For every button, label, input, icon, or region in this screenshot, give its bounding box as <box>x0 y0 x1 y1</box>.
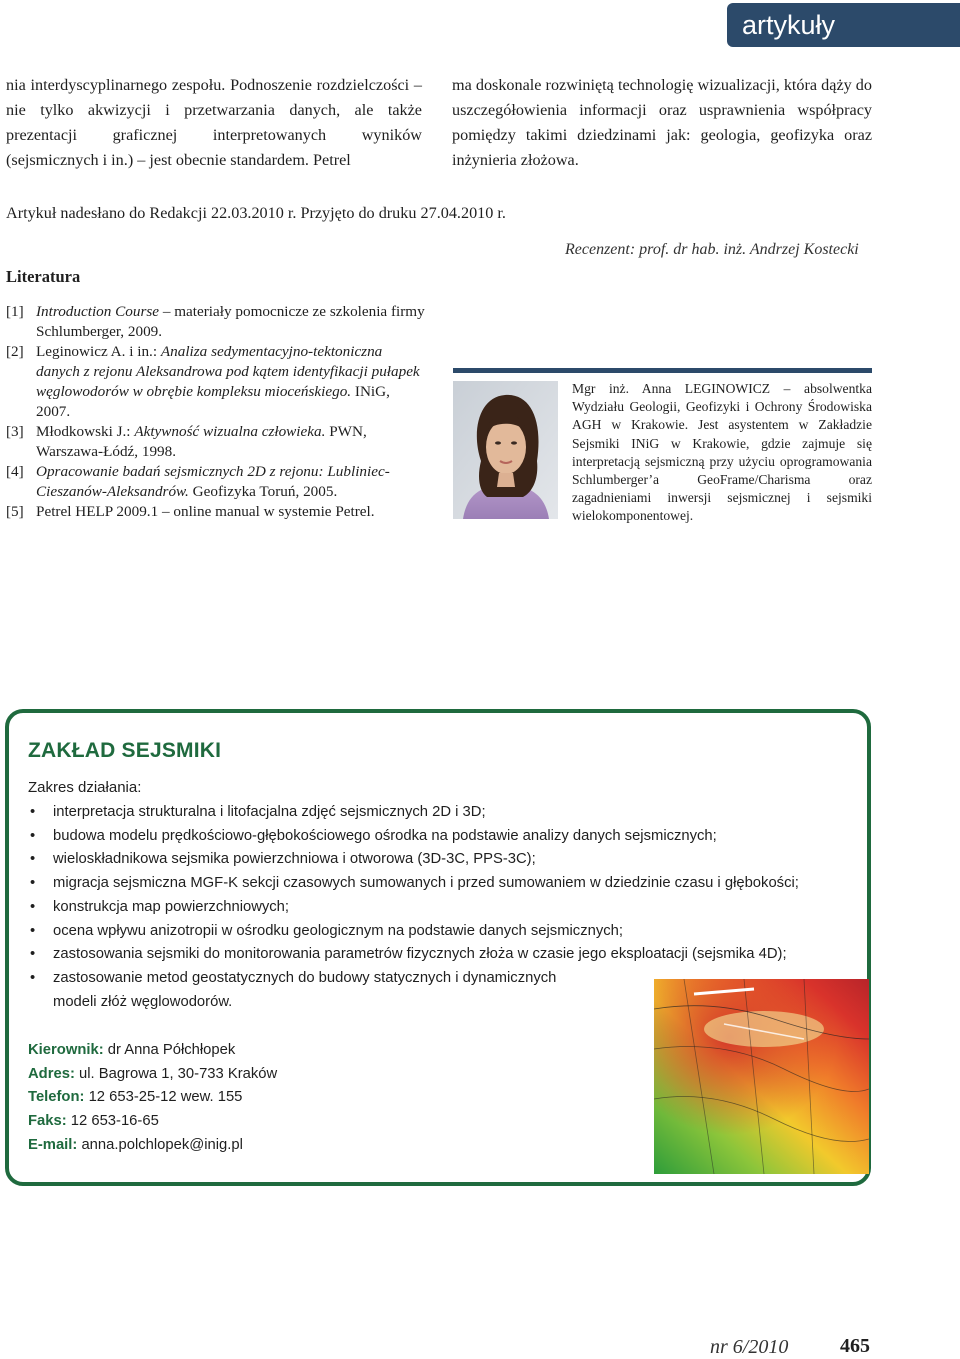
body-text-left: nia interdyscyplinarnego zespołu. Podnoszenie rozdzielczości – nie tylko akwizycji i przetwarzania danych, ale także prezentacji graficznej interpretowanych wyników (sejsmicznych i in.) – jest obecnie standardem. Petrel <box>6 76 422 169</box>
list-item: • zastosowania sejsmiki do monitorowania parametrów fizycznych złoża w czasie jego eksploatacji (sejsmika 4D); <box>28 943 868 967</box>
email-link: anna.polchlopek@inig.pl <box>77 1136 243 1153</box>
contact-row: Adres: ul. Bagrowa 1, 30-733 Kraków <box>28 1065 278 1082</box>
reference-number: [3] <box>6 423 24 440</box>
reference-item <box>6 342 426 422</box>
contact-block <box>28 1039 277 1158</box>
contact-row: Kierownik: dr Anna Półchłopek <box>28 1042 236 1058</box>
list-item: • migracja sejsmiczna MGF-K sekcji czasowych sumowanych i przed sumowaniem w dziedzinie czasu i głębokości; <box>28 872 868 896</box>
reference-text: Petrel HELP 2009.1 – online manual w systemie Petrel. <box>36 503 375 520</box>
reference-text: Introduction Course – materiały pomocnicze ze szkolenia firmy Schlumberger, 2009. <box>36 303 425 340</box>
reference-text: Opracowanie badań sejsmicznych 2D z rejonu: Lubliniec-Cieszanów-Aleksandrów. Geofizyka Toruń, 2005. <box>36 463 390 500</box>
bio-divider <box>453 368 872 373</box>
list-item: • budowa modelu prędkościowo-głębokościowego ośrodka na podstawie analizy danych sejsmicznych; <box>28 825 868 849</box>
department-title: ZAKŁAD SEJSMIKI <box>28 739 222 762</box>
reference-number: [1] <box>6 303 24 320</box>
contact-row: Faks: 12 653-16-65 <box>28 1113 159 1130</box>
literature-heading: Literatura <box>6 267 81 286</box>
reference-number: [4] <box>6 463 24 480</box>
contact-row: Telefon: 12 653-25-12 wew. 155 <box>28 1089 243 1106</box>
reference-text: Młodkowski J.: Aktywność wizualna człowieka. PWN, Warszawa-Łódź, 1998. <box>36 423 367 460</box>
list-item: • zastosowanie metod geostatycznych do budowy statycznych i dynamicznych modeli złóż węglowodorów. <box>28 967 868 1014</box>
reference-item <box>6 422 426 462</box>
list-item: • ocena wpływu anizotropii w ośrodku geologicznym na podstawie danych sejsmicznych; <box>28 920 868 944</box>
issue-number: nr 6/2010 <box>710 1336 789 1358</box>
list-item: • wieloskładnikowa sejsmika powierzchniowa i otworowa (3D-3C, PPS-3C); <box>28 848 868 872</box>
reference-item <box>6 502 426 522</box>
scope-label: Zakres działania: <box>28 779 142 796</box>
reference-text: Leginowicz A. i in.: Analiza sedymentacyjno-tektoniczna danych z rejonu Aleksandrowa pod kątem identyfikacji pułapek węglowodorów w obrębie kompleksu mioceńskiego. INiG, 2007. <box>36 343 420 420</box>
reference-number: [2] <box>6 343 24 360</box>
page-number: 465 <box>840 1335 870 1357</box>
reference-number: [5] <box>6 503 24 520</box>
section-tab <box>727 3 960 47</box>
author-bio: Mgr inż. Anna LEGINOWICZ – absolwentka Wydziału Geologii, Geofizyki i Ochrony Środowiska AGH w Krakowie. Jest asystentem w Zakładzie Sejsmiki INiG w Krakowie, gdzie zajmuje się interpretacją sejsmiczną przy użyciu oprogramowania Schlumberger’a GeoFrame/Charisma oraz zagadnieniami inwersji sejsmicznej i sejsmiki wielokomponentowej. <box>572 381 872 524</box>
reference-item <box>6 302 426 342</box>
reference-item <box>6 462 426 502</box>
contact-row[interactable]: E-mail: anna.polchlopek@inig.pl <box>28 1136 243 1153</box>
body-text-right: ma doskonale rozwiniętą technologię wizualizacji, która dąży do uszczegółowienia informacji oraz usprawnienia współpracy pomiędzy takimi dziedzinami jak: geologia, geofizyka oraz inżynieria złożowa. <box>452 76 872 169</box>
list-item: • konstrukcja map powierzchniowych; <box>28 896 868 920</box>
submission-note: Artykuł nadesłano do Redakcji 22.03.2010 r. Przyjęto do druku 27.04.2010 r. <box>6 204 506 222</box>
reference-list <box>6 302 426 522</box>
department-info-box <box>5 709 871 1186</box>
list-item: • interpretacja strukturalna i litofacjalna zdjęć sejsmicznych 2D i 3D; <box>28 801 868 825</box>
seismic-map-image <box>654 979 869 1174</box>
section-label: artykuły <box>742 10 836 40</box>
author-photo <box>453 381 558 519</box>
reviewer-note: Recenzent: prof. dr hab. inż. Andrzej Kostecki <box>565 241 859 258</box>
